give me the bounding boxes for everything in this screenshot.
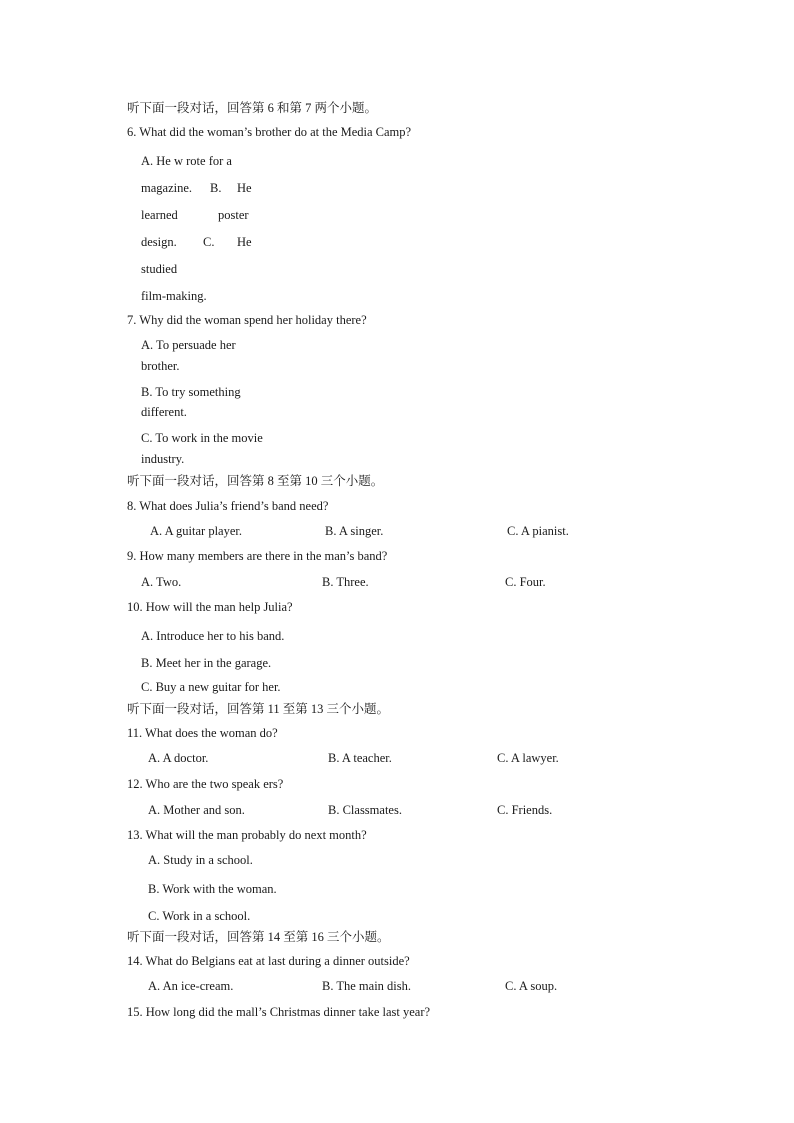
question-11: 11. What does the woman do?	[127, 726, 278, 740]
section-header-3: 听下面一段对话，回答第 11 至第 13 三个小题。	[127, 702, 390, 716]
q11-option-a: A. A doctor.	[148, 751, 209, 765]
q10-option-b: B. Meet her in the garage.	[141, 656, 272, 670]
question-15: 15. How long did the mall’s Christmas dinner take last year?	[127, 1005, 431, 1019]
q9-option-a: A. Two.	[141, 575, 182, 589]
question-12: 12. Who are the two speak ers?	[127, 777, 284, 791]
q6-option-line: learned	[141, 208, 178, 222]
section-header-4: 听下面一段对话，回答第 14 至第 16 三个小题。	[127, 930, 390, 944]
q13-option-b: B. Work with the woman.	[148, 882, 277, 896]
question-7: 7. Why did the woman spend her holiday there?	[127, 313, 367, 327]
question-8: 8. What does Julia’s friend’s band need?	[127, 499, 329, 513]
q7-option-a-cont: brother.	[141, 359, 180, 373]
q14-option-c: C. A soup.	[505, 979, 558, 993]
q6-option-line: magazine.	[141, 181, 193, 195]
q11-option-b: B. A teacher.	[328, 751, 392, 765]
q12-option-a: A. Mother and son.	[148, 803, 245, 817]
q7-option-c: C. To work in the movie	[141, 431, 263, 445]
q8-option-a: A. A guitar player.	[150, 524, 242, 538]
q14-option-b: B. The main dish.	[322, 979, 412, 993]
q6-option-line: A. He w rote for a	[141, 154, 232, 168]
question-14: 14. What do Belgians eat at last during a dinner outside?	[127, 954, 410, 968]
q8-option-c: C. A pianist.	[507, 524, 569, 538]
q10-option-c: C. Buy a new guitar for her.	[141, 680, 281, 694]
q7-option-a: A. To persuade her	[141, 338, 236, 352]
q6-option-line: He	[237, 181, 252, 195]
q6-option-line: film-making.	[141, 289, 207, 303]
section-header-2: 听下面一段对话，回答第 8 至第 10 三个小题。	[127, 474, 384, 488]
q7-option-c-cont: industry.	[141, 452, 185, 466]
section-header-1: 听下面一段对话，回答第 6 和第 7 两个小题。	[127, 101, 378, 115]
q10-option-a: A. Introduce her to his band.	[141, 629, 285, 643]
q9-option-c: C. Four.	[505, 575, 546, 589]
q6-option-line: C.	[203, 235, 215, 249]
question-9: 9. How many members are there in the man’s band?	[127, 549, 388, 563]
q6-option-line: poster	[218, 208, 249, 222]
q14-option-a: A. An ice-cream.	[148, 979, 234, 993]
q13-option-c: C. Work in a school.	[148, 909, 251, 923]
q11-option-c: C. A lawyer.	[497, 751, 559, 765]
question-13: 13. What will the man probably do next month?	[127, 828, 367, 842]
q9-option-b: B. Three.	[322, 575, 369, 589]
q13-option-a: A. Study in a school.	[148, 853, 253, 867]
question-10: 10. How will the man help Julia?	[127, 600, 293, 614]
q8-option-b: B. A singer.	[325, 524, 384, 538]
question-6: 6. What did the woman’s brother do at the Media Camp?	[127, 125, 412, 139]
q6-option-line: He	[237, 235, 252, 249]
q12-option-b: B. Classmates.	[328, 803, 402, 817]
q7-option-b-cont: different.	[141, 405, 187, 419]
q7-option-b: B. To try something	[141, 385, 241, 399]
q6-option-line: B.	[210, 181, 222, 195]
q6-option-line: studied	[141, 262, 178, 276]
q6-option-line: design.	[141, 235, 177, 249]
q12-option-c: C. Friends.	[497, 803, 553, 817]
